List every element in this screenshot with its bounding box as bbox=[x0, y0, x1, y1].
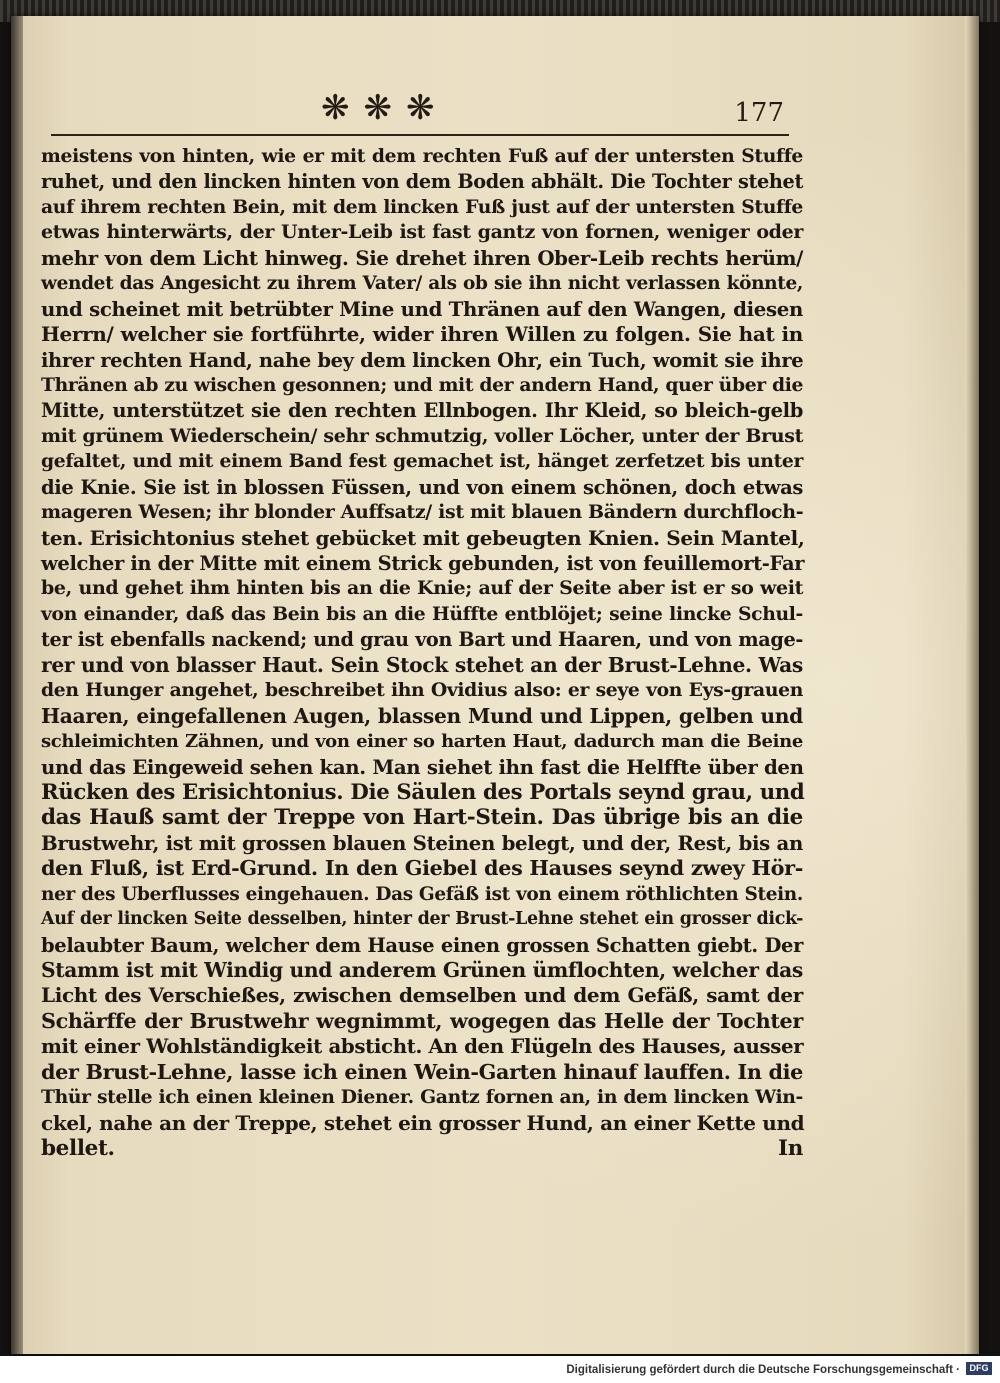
text-line: Stamm ist mit Windig und anderem Grünen ümflochten, welcher das bbox=[41, 958, 803, 982]
text-line: den Hunger angehet, beschreibet ihn Ovidius also: er seye von Eys-grauen bbox=[41, 679, 803, 702]
text-line: die Knie. Sie ist in blossen Füssen, und von einem schönen, doch etwas bbox=[41, 475, 803, 499]
text-line: Herrn/ welcher sie fortführte, wider ihren Willen zu folgen. Sie hat in bbox=[41, 322, 803, 347]
text-line: Haaren, eingefallenen Augen, blassen Mund und Lippen, gelben und bbox=[41, 703, 803, 728]
header-rule bbox=[51, 134, 789, 136]
text-line: ter ist ebenfalls nackend; und grau von Bart und Haaren, und von mage- bbox=[41, 628, 803, 652]
text-line: gefaltet, und mit einem Band fest gemachet ist, hänget zerfetzet bis unter bbox=[41, 450, 803, 473]
page-edge bbox=[965, 16, 979, 1354]
text-line: mageren Wesen; ihr blonder Auffsatz/ ist mit blauen Bändern durchfloch- bbox=[41, 501, 804, 524]
text-line: etwas hinterwärts, der Unter-Leib ist fast gantz von fornen, weniger oder bbox=[41, 221, 803, 244]
text-line-content: bellet. bbox=[41, 1136, 115, 1162]
ornament-row: ❋❋❋ bbox=[321, 88, 449, 128]
funding-notice: Digitalisierung gefördert durch die Deutsche Forschungsgemeinschaft · bbox=[566, 1364, 960, 1376]
text-line: ckel, nahe an der Treppe, stehet ein grosser Hund, an einer Kette und bbox=[41, 1110, 805, 1135]
text-line: ner des Uberflusses eingehauen. Das Gefäß ist von einem röthlichten Stein. bbox=[41, 883, 803, 905]
text-line: das Hauß samt der Treppe von Hart-Stein. Das übrige bis an die bbox=[41, 805, 803, 831]
text-line: Thür stelle ich einen kleinen Diener. Gantz fornen an, in dem lincken Win- bbox=[41, 1086, 803, 1109]
text-line: Schärffe der Brustwehr wegnimmt, wogegen das Helle der Tochter bbox=[41, 1008, 803, 1033]
text-line: belaubter Baum, welcher dem Hause einen grossen Schatten giebt. Der bbox=[41, 933, 803, 957]
text-line: Brustwehr, ist mit grossen blauen Steinen belegt, und der, Rest, bis an bbox=[41, 830, 803, 855]
page-gutter bbox=[11, 16, 23, 1354]
text-line: mit einer Wohlständigkeit absticht. An den Flügeln des Hauses, ausser bbox=[41, 1034, 804, 1059]
text-line: Rücken des Erisichtonius. Die Säulen des Portals seynd grau, und bbox=[41, 779, 805, 805]
page-header bbox=[51, 88, 959, 140]
book-page bbox=[11, 16, 979, 1354]
catchword: In bbox=[778, 1136, 803, 1162]
page-body-text bbox=[41, 144, 803, 1162]
text-line: von einander, daß das Bein bis an die Hüffte entblöjet; seine lincke Schul- bbox=[41, 602, 803, 625]
text-line: Mitte, unterstützet sie den rechten Ellnbogen. Ihr Kleid, so bleich-gelb bbox=[41, 399, 803, 423]
text-line: ihrer rechten Hand, nahe bey dem lincken Ohr, ein Tuch, womit sie ihre bbox=[41, 348, 804, 372]
text-line: ten. Erisichtonius stehet gebücket mit gebeugten Knien. Sein Mantel, bbox=[41, 525, 805, 550]
text-line: Thränen ab zu wischen gesonnen; und mit der andern Hand, quer über die bbox=[41, 373, 804, 396]
text-line: der Brust-Lehne, lasse ich einen Wein-Garten hinauf lauffen. In die bbox=[41, 1059, 804, 1084]
text-line: Licht des Verschießes, zwischen demselben und dem Gefäß, samt der bbox=[41, 983, 803, 1008]
text-line: wendet das Angesicht zu ihrem Vater/ als ob sie ihn nicht verlassen könnte, bbox=[41, 273, 803, 295]
dfg-logo: DFG bbox=[966, 1362, 992, 1375]
text-line: auf ihrem rechten Bein, mit dem lincken Fuß just auf der untersten Stuffe bbox=[41, 195, 803, 218]
text-line: welcher in der Mitte mit einem Strick gebunden, ist von feuillemort-Far bbox=[41, 552, 805, 575]
footer-bar bbox=[0, 1356, 1000, 1383]
text-line: rer und von blasser Haut. Sein Stock stehet an der Brust-Lehne. Was bbox=[41, 652, 803, 677]
text-line: und das Eingeweid sehen kan. Man siehet ihn fast die Helffte über den bbox=[41, 754, 804, 779]
text-line: mehr von dem Licht hinweg. Sie drehet ihren Ober-Leib rechts herüm/ bbox=[41, 245, 803, 270]
text-line: mit grünem Wiederschein/ sehr schmutzig, voller Löcher, unter der Brust bbox=[41, 424, 803, 447]
text-line: und scheinet mit betrübter Mine und Thränen auf den Wangen, diesen bbox=[41, 296, 803, 321]
page-number: 177 bbox=[734, 98, 784, 128]
text-line: Auf der lincken Seite desselben, hinter der Brust-Lehne stehet ein grosser dick- bbox=[41, 909, 803, 930]
text-line: be, und gehet ihm hinten bis an die Knie; auf der Seite aber ist er so weit bbox=[41, 577, 803, 600]
text-line: den Fluß, ist Erd-Grund. In den Giebel des Hauses seynd zwey Hör- bbox=[41, 856, 803, 881]
text-line: schleimichten Zähnen, und von einer so harten Haut, dadurch man die Beine bbox=[41, 731, 803, 753]
text-line: meistens von hinten, wie er mit dem rechten Fuß auf der untersten Stuffe bbox=[41, 145, 803, 167]
text-line bbox=[41, 1136, 803, 1161]
text-line: ruhet, und den lincken hinten von dem Boden abhält. Die Tochter stehet bbox=[41, 170, 803, 194]
